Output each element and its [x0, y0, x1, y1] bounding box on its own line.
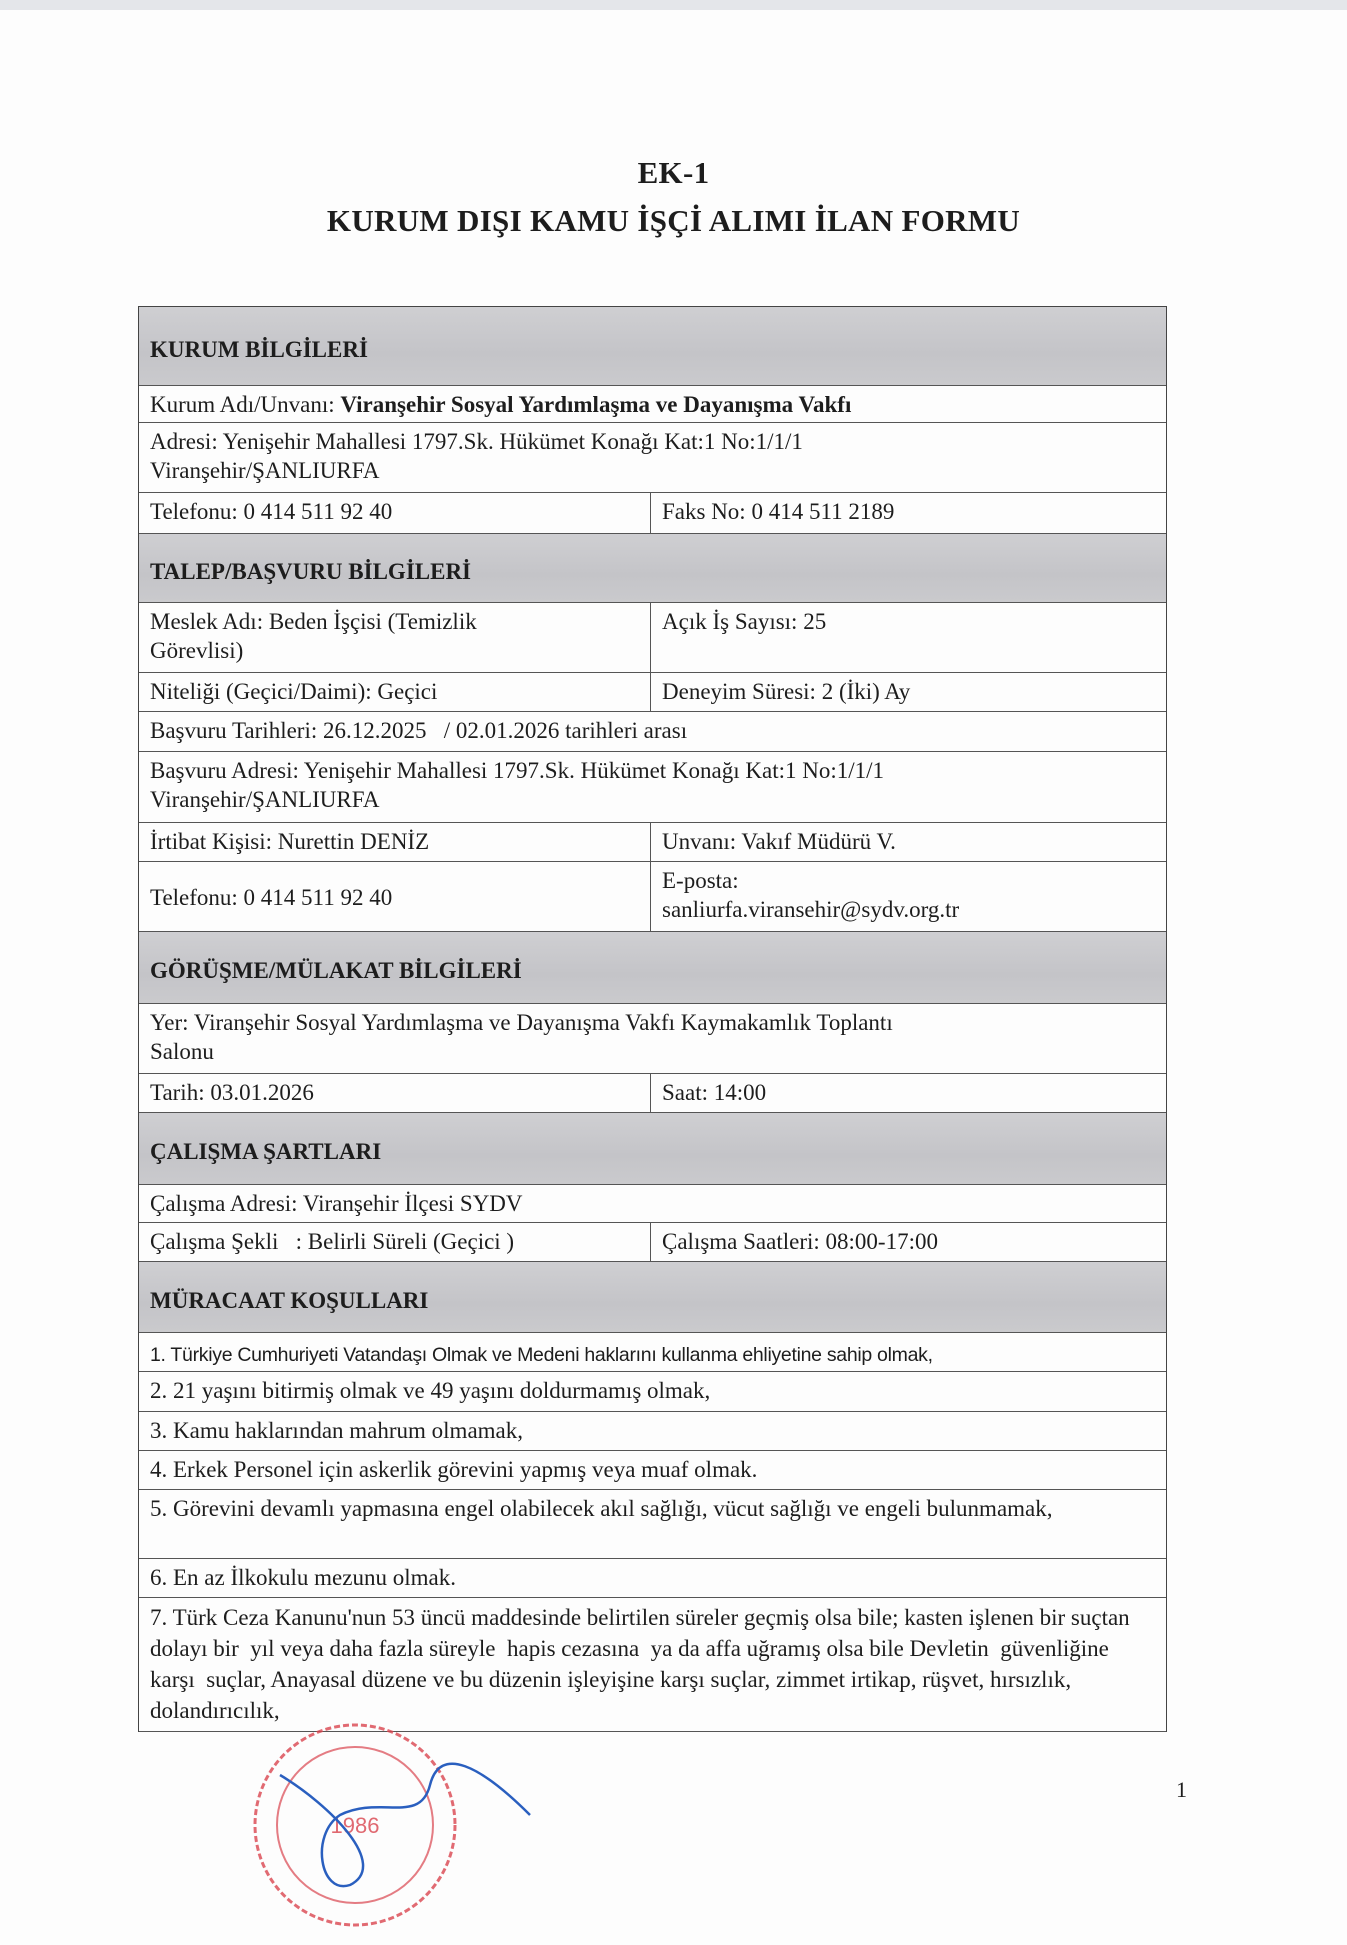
- phone: Telefonu: 0 414 511 92 40: [139, 493, 651, 533]
- interview-location-row: Yer: Viranşehir Sosyal Yardımlaşma ve Dayanışma Vakfı Kaymakamlık Toplantı Salonu: [139, 1004, 1166, 1074]
- condition-item: 2. 21 yaşını bitirmiş olmak ve 49 yaşını doldurmamış olmak,: [139, 1372, 1166, 1412]
- section-header-calisma: ÇALIŞMA ŞARTLARI: [139, 1113, 1166, 1185]
- page-number: 1: [1176, 1777, 1187, 1802]
- condition-item: 4. Erkek Personel için askerlik görevini yapmış veya muaf olmak.: [139, 1451, 1166, 1490]
- section-header-gorusme: GÖRÜŞME/MÜLAKAT BİLGİLERİ: [139, 932, 1166, 1004]
- application-dates-row: Başvuru Tarihleri: 26.12.2025 / 02.01.2026 tarihleri arası: [139, 712, 1166, 752]
- stamp-icon: [255, 1725, 455, 1925]
- contact-row: [139, 493, 1166, 534]
- condition-item: 5. Görevini devamlı yapmasına engel olabilecek akıl sağlığı, vücut sağlığı ve engeli bulunmamak,: [139, 1490, 1166, 1559]
- occupation-row: Meslek Adı: Beden İşçisi (Temizlik Görevlisi) Açık İş Sayısı: 25: [139, 603, 1166, 673]
- signature-icon: [280, 1764, 530, 1886]
- condition-item: 7. Türk Ceza Kanunu'nun 53 üncü maddesinde belirtilen süreler geçmiş olsa bile; kasten işlenen bir suçtan dolayı bir yıl veya daha fazla süreyle hapis cezasına ya da affa uğramış olsa bile Devletin güvenliğine karşı suçlar, Anayasal düzene ve bu düzenin işleyişine karşı suçlar, zimmet irtikap, rüşvet, hırsızlık, dolandırıcılık,: [139, 1598, 1166, 1732]
- page-title: KURUM DIŞI KAMU İŞÇİ ALIMI İLAN FORMU: [326, 203, 1021, 238]
- scan-edge: [0, 0, 1347, 10]
- work-address-row: Çalışma Adresi: Viranşehir İlçesi SYDV: [139, 1185, 1166, 1223]
- fax: Faks No: 0 414 511 2189: [662, 499, 895, 524]
- section-header-muracaat: MÜRACAAT KOŞULLARI: [139, 1262, 1166, 1333]
- condition-item: 3. Kamu haklarından mahrum olmamak,: [139, 1412, 1166, 1451]
- official-stamp-signature: [240, 1715, 540, 1945]
- contact-phone-email-row: Telefonu: 0 414 511 92 40 E-posta: sanliurfa.viransehir@sydv.org.tr: [139, 862, 1166, 932]
- section-header-kurum: KURUM BİLGİLERİ: [139, 307, 1166, 386]
- announcement-form: [138, 306, 1167, 1732]
- open-positions: Açık İş Sayısı: 25: [662, 609, 827, 634]
- institution-name-row: Kurum Adı/Unvanı: Viranşehir Sosyal Yardımlaşma ve Dayanışma Vakfı: [139, 386, 1166, 423]
- section-header-talep: TALEP/BAŞVURU BİLGİLERİ: [139, 534, 1166, 603]
- svg-text:1986: 1986: [330, 1813, 380, 1838]
- condition-item: 6. En az İlkokulu mezunu olmak.: [139, 1559, 1166, 1598]
- interview-datetime-row: Tarih: 03.01.2026 Saat: 14:00: [139, 1074, 1166, 1113]
- contact-person-row: İrtibat Kişisi: Nurettin DENİZ Unvanı: Vakıf Müdürü V.: [139, 823, 1166, 862]
- nature-row: Niteliği (Geçici/Daimi): Geçici Deneyim Süresi: 2 (İki) Ay: [139, 673, 1166, 712]
- address-row: Adresi: Yenişehir Mahallesi 1797.Sk. Hükümet Konağı Kat:1 No:1/1/1 Viranşehir/ŞANLIURFA: [139, 423, 1166, 493]
- annex-label: EK-1: [637, 155, 710, 190]
- institution-name: Viranşehir Sosyal Yardımlaşma ve Dayanışma Vakfı: [340, 392, 852, 417]
- email-address: sanliurfa.viransehir@sydv.org.tr: [662, 897, 960, 922]
- work-type-row: Çalışma Şekli : Belirli Süreli (Geçici ) Çalışma Saatleri: 08:00-17:00: [139, 1223, 1166, 1262]
- condition-item: 1. Türkiye Cumhuriyeti Vatandaşı Olmak ve Medeni haklarını kullanma ehliyetine sahip olmak,: [139, 1333, 1166, 1372]
- application-address-row: Başvuru Adresi: Yenişehir Mahallesi 1797.Sk. Hükümet Konağı Kat:1 No:1/1/1 Viranşehir/ŞANLIURFA: [139, 752, 1166, 823]
